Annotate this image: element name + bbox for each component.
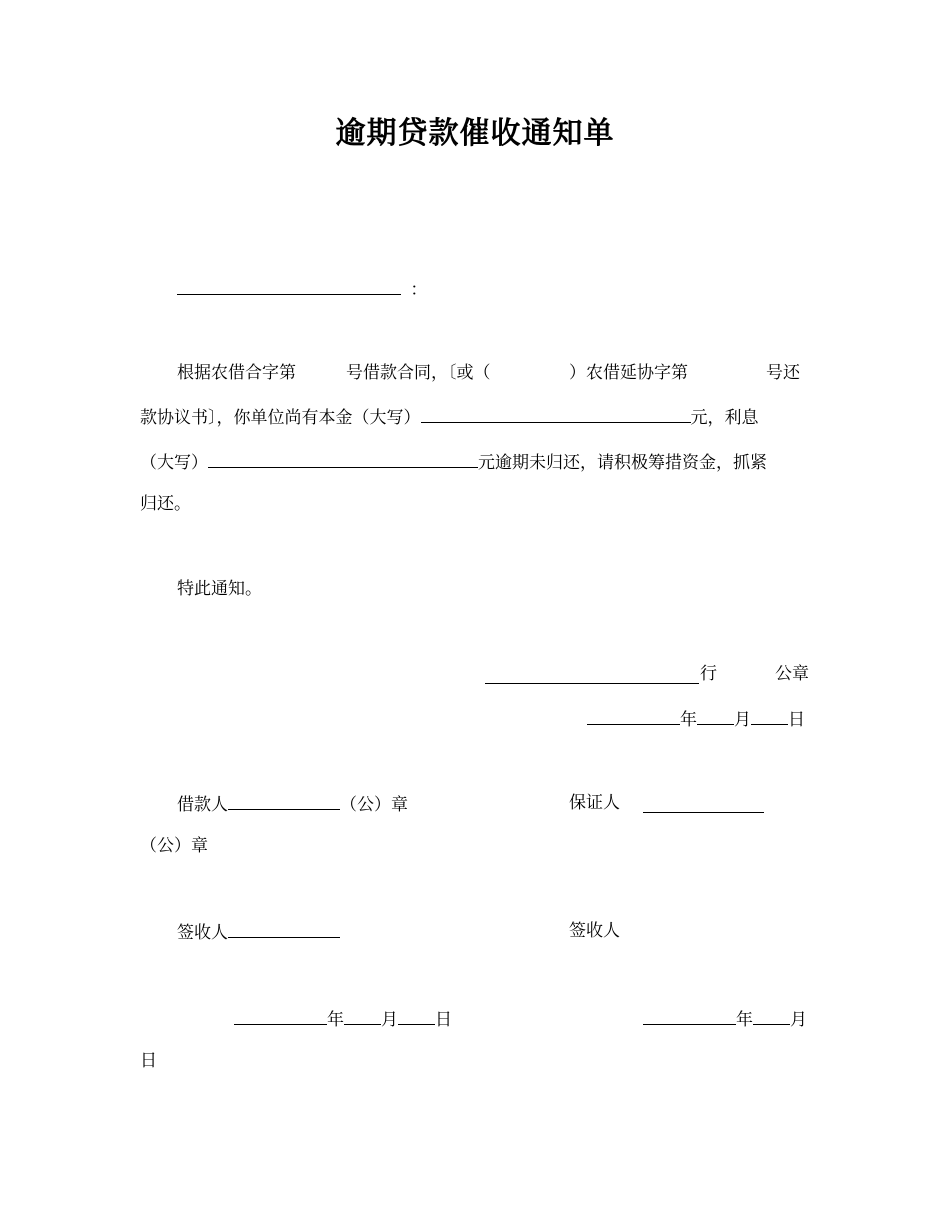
body-line-2-b: 元，利息 xyxy=(690,408,759,428)
salutation-colon: ： xyxy=(410,280,428,300)
right-month-blank xyxy=(753,1007,790,1025)
bank-date xyxy=(587,707,805,731)
bank-name-blank xyxy=(485,666,699,684)
left-year-blank xyxy=(234,1007,327,1025)
receiver-left-blank xyxy=(228,920,340,938)
notice-text: 特此通知。 xyxy=(177,579,262,599)
right-year-blank xyxy=(643,1007,736,1025)
left-month-label: 月 xyxy=(381,1010,398,1030)
bank-year-blank xyxy=(587,707,680,725)
salutation-line xyxy=(177,277,427,301)
bank-day-blank xyxy=(751,707,788,725)
body-line-2 xyxy=(140,405,759,429)
recipient-blank xyxy=(177,277,401,295)
receiver-right-label: 签收人 xyxy=(569,921,620,941)
left-day-label: 日 xyxy=(435,1010,452,1030)
bank-month-label: 月 xyxy=(734,710,751,730)
left-month-blank xyxy=(344,1007,381,1025)
bank-day-label: 日 xyxy=(788,710,805,730)
guarantor-seal: （公）章 xyxy=(140,836,208,856)
guarantor-label: 保证人 xyxy=(569,793,620,813)
body-line-2-a: 款协议书〕，你单位尚有本金（大写） xyxy=(140,408,421,428)
borrower-seal: （公）章 xyxy=(340,795,408,815)
body-line-1-b: 号借款合同，〔或（ xyxy=(346,363,491,383)
interest-blank xyxy=(208,450,478,468)
right-day-label: 日 xyxy=(140,1051,157,1071)
body-line-1-d: 号还 xyxy=(766,363,800,383)
bank-seal-label: 公章 xyxy=(775,664,809,684)
bank-year-label: 年 xyxy=(680,710,697,730)
body-line-3 xyxy=(140,450,767,474)
receiver-left-line xyxy=(177,920,340,944)
body-line-4: 归还。 xyxy=(140,494,191,514)
guarantor-blank xyxy=(643,795,764,813)
receiver-left-label: 签收人 xyxy=(177,923,228,943)
left-date xyxy=(234,1007,452,1031)
left-year-label: 年 xyxy=(327,1010,344,1030)
document-title: 逾期贷款催收通知单 xyxy=(335,116,615,151)
body-line-1-a: 根据农借合字第 xyxy=(177,363,296,383)
right-date xyxy=(643,1007,807,1031)
body-line-3-a: （大写） xyxy=(140,453,208,473)
left-day-blank xyxy=(398,1007,435,1025)
body-line-3-b: 元逾期未归还，请积极筹措资金，抓紧 xyxy=(478,453,767,473)
borrower-line xyxy=(177,792,408,816)
borrower-label: 借款人 xyxy=(177,795,228,815)
principal-blank xyxy=(421,405,691,423)
body-line-1-c: ）农借延协字第 xyxy=(569,363,688,383)
borrower-blank xyxy=(228,792,340,810)
right-year-label: 年 xyxy=(736,1010,753,1030)
bank-hang-label: 行 xyxy=(700,664,717,684)
right-month-label: 月 xyxy=(790,1010,807,1030)
bank-month-blank xyxy=(697,707,734,725)
